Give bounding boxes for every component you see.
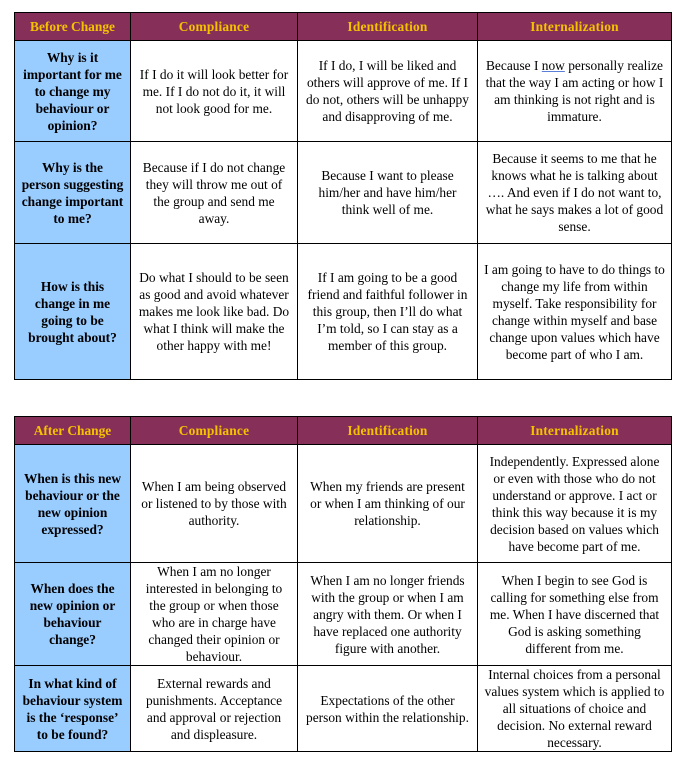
row-question: Why is it important for me to change my behaviour or opinion? [15,41,131,142]
table-row [15,666,672,752]
compliance-cell: Do what I should to be seen as good and avoid whatever makes me look like bad. Do what I think will make the other happy with me! [131,244,298,380]
before-change-table [14,12,672,380]
after-change-title: After Change [15,417,131,445]
table-row [15,142,672,244]
row-question: When is this new behaviour or the new opinion expressed? [15,445,131,563]
after-header-row [15,417,672,445]
identification-cell: Because I want to please him/her and have him/her think well of me. [298,142,478,244]
after-change-table [14,416,672,752]
internalization-cell: When I begin to see God is calling for something else from me. When I have discerned that God is asking something different from me. [478,563,672,666]
compliance-cell: Because if I do not change they will throw me out of the group and send me away. [131,142,298,244]
after-header-internalization: Internalization [478,417,672,445]
before-change-title: Before Change [15,13,131,41]
internalization-cell: I am going to have to do things to change my life from within myself. Take responsibility for change within myself and base change upon values which have become part of who I am. [478,244,672,380]
row-question: Why is the person suggesting change important to me? [15,142,131,244]
compliance-cell: When I am no longer interested in belonging to the group or when those who are in charge have changed their opinion or behaviour. [131,563,298,666]
table-row [15,244,672,380]
row-question: In what kind of behaviour system is the ‘response’ to be found? [15,666,131,752]
identification-cell: When I am no longer friends with the group or when I am angry with them. Or when I have replaced one authority figure with another. [298,563,478,666]
table-row [15,445,672,563]
internalization-text-start: Because I [486,58,542,73]
compliance-cell: External rewards and punishments. Acceptance and approval or rejection and displeasure. [131,666,298,752]
before-header-row [15,13,672,41]
after-header-compliance: Compliance [131,417,298,445]
before-header-compliance: Compliance [131,13,298,41]
table-row [15,563,672,666]
internalization-cell: Internal choices from a personal values system which is applied to all situations of choice and decision. No external reward necessary. [478,666,672,752]
before-header-identification: Identification [298,13,478,41]
identification-cell: When my friends are present or when I am thinking of our relationship. [298,445,478,563]
compliance-cell: When I am being observed or listened to by those with authority. [131,445,298,563]
before-header-internalization: Internalization [478,13,672,41]
identification-cell: Expectations of the other person within the relationship. [298,666,478,752]
internalization-cell [478,41,672,142]
compliance-cell: If I do it will look better for me. If I do not do it, it will not look good for me. [131,41,298,142]
row-question: When does the new opinion or behaviour change? [15,563,131,666]
emphasized-word: now [541,58,565,73]
row-question: How is this change in me going to be brought about? [15,244,131,380]
internalization-cell: Independently. Expressed alone or even with those who do not understand or approve. I act or think this way because it is my decision based on values which have become part of me. [478,445,672,563]
internalization-cell: Because it seems to me that he knows what he is talking about …. And even if I do not want to, what he says makes a lot of good sense. [478,142,672,244]
internalization-text-end: personally realize that the way I am acting or how I am thinking is not right and is immature. [485,58,664,124]
identification-cell: If I am going to be a good friend and faithful follower in this group, then I’ll do what I’m told, so I can stay as a member of this group. [298,244,478,380]
table-row [15,41,672,142]
identification-cell: If I do, I will be liked and others will approve of me. If I do not, others will be unhappy and disapproving of me. [298,41,478,142]
after-header-identification: Identification [298,417,478,445]
